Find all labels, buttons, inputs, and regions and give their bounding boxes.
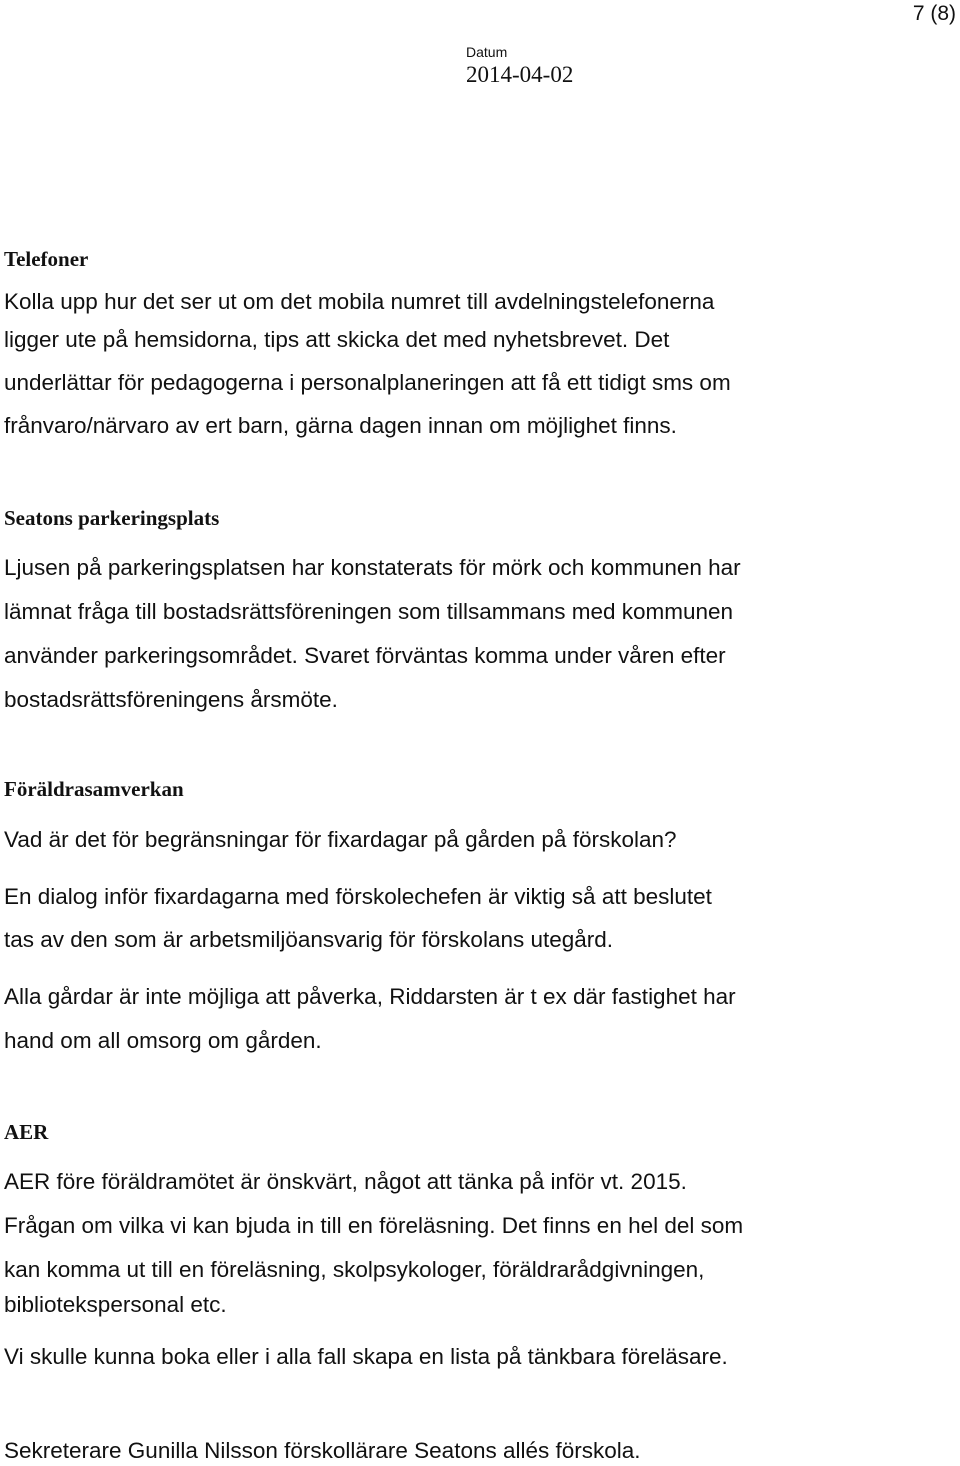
telefoner-line: underlättar för pedagogerna i personalplaneringen att få ett tidigt sms om <box>4 370 731 395</box>
page-number: 7 (8) <box>912 2 956 25</box>
foraldrasamverkan-line: Vad är det för begränsningar för fixardagar på gården på förskolan? <box>4 827 677 852</box>
aer-line: Frågan om vilka vi kan bjuda in till en föreläsning. Det finns en hel del som <box>4 1213 744 1238</box>
foraldrasamverkan-line: En dialog inför fixardagarna med förskolechefen är viktig så att beslutet <box>4 884 712 909</box>
aer-line: kan komma ut till en föreläsning, skolpsykologer, föräldrarådgivningen, <box>4 1257 705 1282</box>
telefoner-line: Kolla upp hur det ser ut om det mobila numret till avdelningstelefonerna <box>4 289 715 314</box>
section-heading-parkering: Seatons parkeringsplats <box>4 506 220 530</box>
telefoner-line: ligger ute på hemsidorna, tips att skicka det med nyhetsbrevet. Det <box>4 327 670 352</box>
foraldrasamverkan-line: Alla gårdar är inte möjliga att påverka, Riddarsten är t ex där fastighet har <box>4 984 736 1009</box>
parkering-line: bostadsrättsföreningens årsmöte. <box>4 687 338 712</box>
aer-line: Vi skulle kunna boka eller i alla fall skapa en lista på tänkbara föreläsare. <box>4 1344 728 1369</box>
aer-line: AER före föräldramötet är önskvärt, något att tänka på inför vt. 2015. <box>4 1169 687 1194</box>
date-label: Datum <box>466 44 508 60</box>
parkering-line: Ljusen på parkeringsplatsen har konstaterats för mörk och kommunen har <box>4 555 741 580</box>
section-heading-foraldrasamverkan: Föräldrasamverkan <box>4 777 184 801</box>
telefoner-line: frånvaro/närvaro av ert barn, gärna dagen innan om möjlighet finns. <box>4 413 677 438</box>
parkering-line: lämnat fråga till bostadsrättsföreningen som tillsammans med kommunen <box>4 599 734 624</box>
date-value: 2014-04-02 <box>466 62 574 87</box>
parkering-line: använder parkeringsområdet. Svaret förväntas komma under våren efter <box>4 643 726 668</box>
section-heading-aer: AER <box>4 1120 49 1144</box>
section-heading-telefoner: Telefoner <box>4 247 89 271</box>
signature-line: Sekreterare Gunilla Nilsson förskollärare Seatons allés förskola. <box>4 1438 641 1463</box>
foraldrasamverkan-line: tas av den som är arbetsmiljöansvarig för förskolans utegård. <box>4 927 614 952</box>
aer-line: bibliotekspersonal etc. <box>4 1292 227 1317</box>
foraldrasamverkan-line: hand om all omsorg om gården. <box>4 1028 322 1053</box>
